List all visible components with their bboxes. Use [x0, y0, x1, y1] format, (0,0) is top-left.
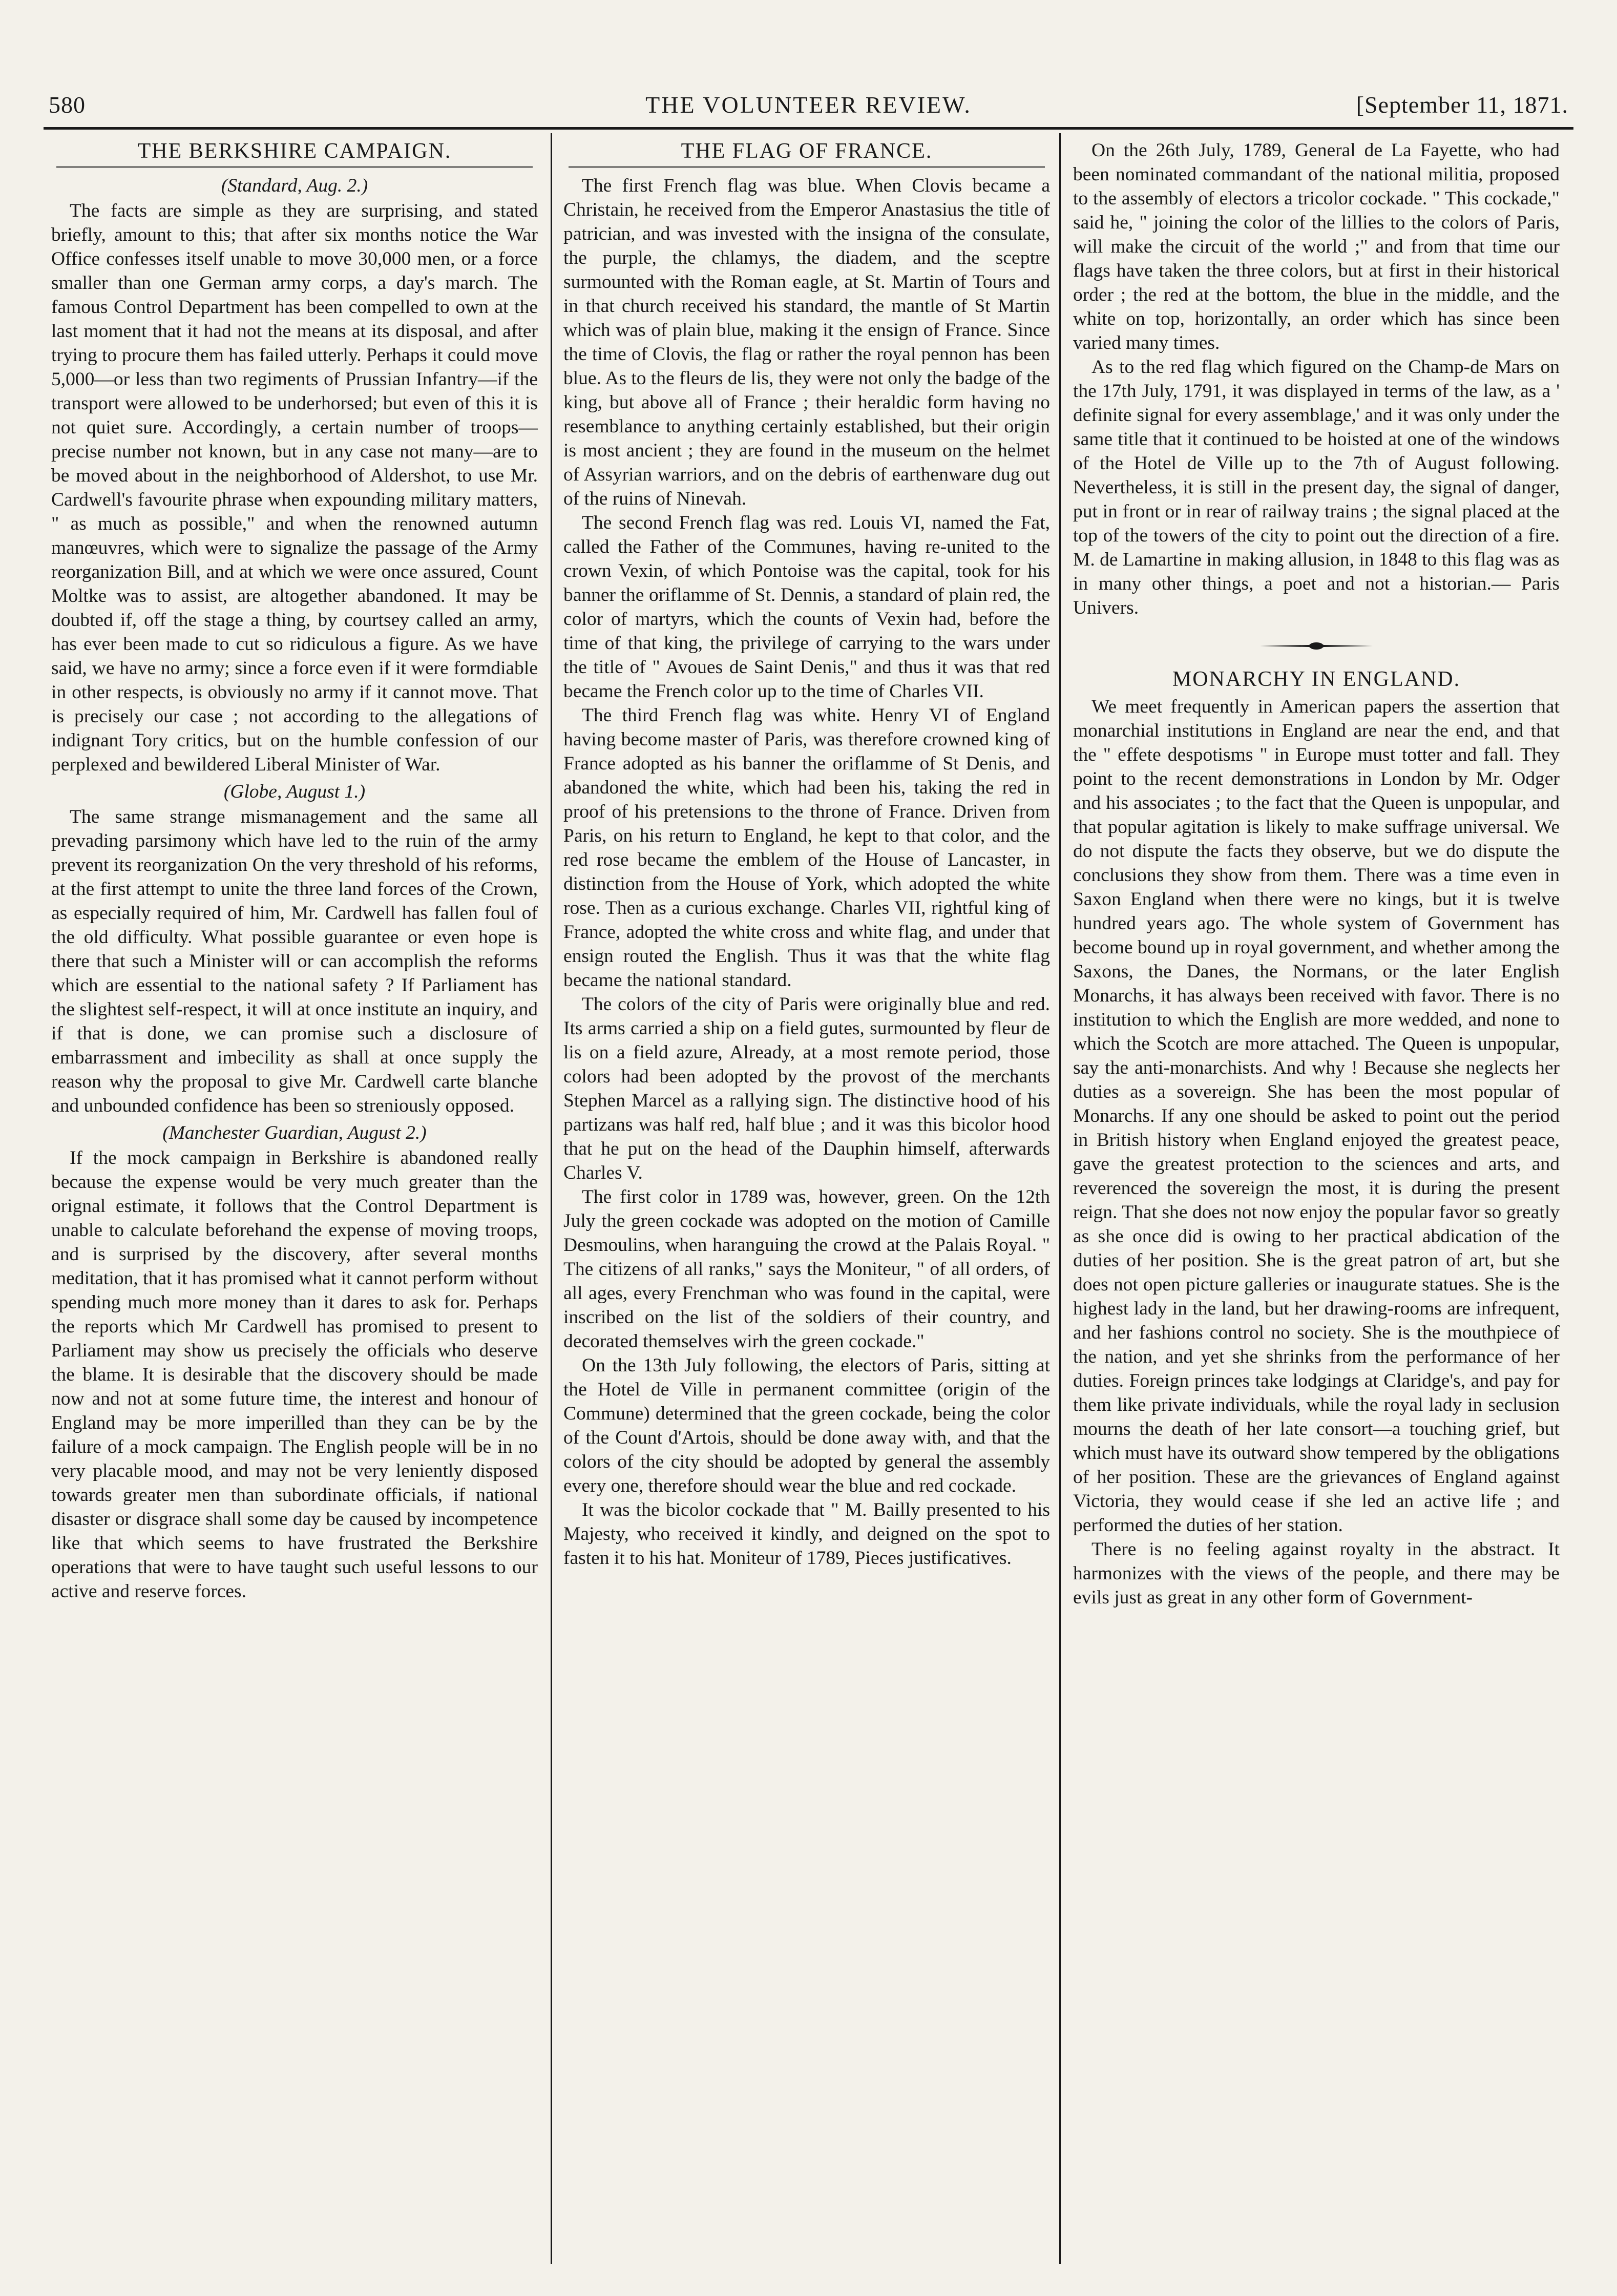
- article-title: MONARCHY IN ENGLAND.: [1172, 667, 1461, 691]
- article-paragraph: It was the bicolor cockade that " M. Bailly presented to his Majesty, who received it kindly, and deigned on the spot to fasten it to his hat. Moniteur of 1789, Pieces justificatives.: [563, 1499, 1050, 1569]
- article-paragraph: On the 13th July following, the electors of Paris, sitting at the Hotel de Ville in permanent committee (origin of the Commune) determined that the green cockade, being the color of the Count d'Artois, should be done away with, and that the colors of the city should be adopted by general the assembly every one, therefore should wear the blue and red cockade.: [563, 1355, 1050, 1496]
- source-citation: (Standard, Aug. 2.): [221, 175, 368, 196]
- source-citation: (Manchester Guardian, August 2.): [162, 1122, 427, 1143]
- title-rule: [569, 166, 1045, 168]
- article-paragraph: The colors of the city of Paris were originally blue and red. Its arms carried a ship on a field gutes, surmounted by fleur de lis on a field azure, Already, at a most remote period, those colors had been adopted by the provost of the merchants Stephen Marcel as a rallying sign. The distinctive hood of his partizans was half red, half blue ; and it was this bicolor hood that he put on the head of the Dauphin himself, afterwards Charles V.: [563, 994, 1050, 1183]
- divider-ornament: [1260, 641, 1373, 651]
- page-header: [49, 86, 1568, 122]
- article-paragraph: The first French flag was blue. When Clovis became a Christain, he received from the Emperor Anastasius the title of patrician, and was invested with the insigna of the consulate, the purple, the chlamys, the diadem, and the sceptre surmounted with the Roman eagle, at St. Martin of Tours and in that church received his standard, the mantle of St Martin which was of plain blue, making it the ensign of France. Since the time of Clovis, the flag or rather the royal pennon has been blue. As to the fleurs de lis, they were not only the badge of the king, but above all of France ; their heraldic form having no resemblance to anything certainly established, but their origin is most ancient ; they are found in the museum on the helmet of Assyrian warriors, and on the debris of earthenware dug out of the ruins of Ninevah.: [563, 175, 1050, 509]
- article-paragraph: The third French flag was white. Henry VI of England having become master of Paris, was therefore crowned king of France adopted as his banner the oriflamme of St Denis, and abandoned the white, which had been his, taking the red in proof of his pretensions to the throne of France. Driven from Paris, on his return to England, he kept to that color, and the red rose became the emblem of the House of Lancaster, in distinction from the House of York, which adopted the white rose. Then as a curious exchange. Charles VII, rightful king of France, adopted the white cross and white flag, and under that ensign routed the English. Thus it was that the white flag became the national standard.: [563, 705, 1050, 991]
- column-2: [563, 138, 1050, 2259]
- column-1: [51, 138, 538, 2259]
- masthead: THE VOLUNTEER REVIEW.: [645, 92, 972, 118]
- source-citation: (Globe, August 1.): [223, 781, 366, 802]
- ornamental-divider: [1073, 634, 1560, 658]
- article-paragraph: The facts are simple as they are surprising, and stated briefly, amount to this; that after six months notice the War Office confesses itself unable to move 30,000 men, or a force smaller than one German army corps, a day's march. The famous Control Department has been compelled to own at the last moment that it had not the means at its disposal, and after trying to procure them has failed utterly. Perhaps it could move 5,000—or less than two regiments of Prussian Infantry—if the transport were allowed to be underhorsed; but even of this it is not quiet sure. Accordingly, a certain number of troops—precise number not known, but in any case not many—are to be moved about in the neighborhood of Aldershot, to use Mr. Cardwell's favourite phrase when expounding military matters, " as much as possible," and when the renowned autumn manœuvres, which were to signalize the passage of the Army reorganization Bill, and at which we were once assured, Count Moltke was to assist, are altogether abandoned. It may be doubted if, off the stage a thing, by courtsey called an army, has ever been made to cut so ridiculous a figure. As we have said, we have no army; since a force even if it were formdiable in other respects, is obviously no army if it cannot move. That is precisely our case ; not according to the allegations of indignant Tory critics, but on the humble confession of our perplexed and bewildered Liberal Minister of War.: [51, 200, 538, 775]
- article-paragraph: The same strange mismanagement and the same all prevading parsimony which have led to the ruin of the army prevent its reorganization On the very threshold of his reforms, at the first attempt to unite the three land forces of the Crown, as especially required of him, Mr. Cardwell has fallen foul of the old difficulty. What possible guarantee or even hope is there that such a Minister will or can accomplish the reforms which are essential to the national safety ? If Parliament has the slightest self-respect, it will at once institute an inquiry, and if that is done, we can promise such a disclosure of embarrassment and imbecility as shall at once supply the reason why the proposal to give Mr. Cardwell carte blanche and unbounded confidence has been so streniously opposed.: [51, 806, 538, 1116]
- header-rule: [44, 127, 1573, 130]
- article-title: THE FLAG OF FRANCE.: [681, 139, 933, 163]
- issue-date: [September 11, 1871.: [1356, 92, 1568, 118]
- article-title: THE BERKSHIRE CAMPAIGN.: [137, 139, 452, 163]
- article-paragraph: As to the red flag which figured on the Champ-de Mars on the 17th July, 1791, it was displayed in terms of the law, as a ' definite signal for every assemblage,' and it was only under the same title that it continued to be hoisted at one of the windows of the Hotel de Ville up to the 7th of August following. Nevertheless, it is still in the present day, the signal of danger, put in front or in rear of railway trains ; the signal placed at the top of the towers of the city to point out the direction of a fire. M. de Lamartine in making allusion, in 1848 to this flag was as in many other things, a poet and not a historian.— Paris Univers.: [1073, 357, 1560, 618]
- article-paragraph: If the mock campaign in Berkshire is abandoned really because the expense would be very much greater than the orignal estimate, it follows that the Control Department is unable to calculate beforehand the expense of moving troops, and is surprised by the discovery, after several months meditation, that it has promised what it cannot perform without spending much more money than it dares to ask for. Perhaps the reports which Mr Cardwell has promised to present to Parliament may show us precisely the officials who deserve the blame. It is desirable that the discovery should be made now and not at some future time, the interest and honour of England may be more imperilled than they can be by the failure of a mock campaign. The English people will be in no very placable mood, and may not be very leniently disposed towards greater men than subordinate officials, if national disaster or disgrace shall some day be caused by incompetence like that which seems to have frustrated the Berkshire operations that were to have taught such useful lessons to our active and reserve forces.: [51, 1147, 538, 1602]
- column-3: [1073, 138, 1560, 2259]
- column-divider: [1059, 133, 1061, 2264]
- article-paragraph: We meet frequently in American papers the assertion that monarchial institutions in England are near the end, and that the " effete despotisms " in Europe must totter and fall. They point to the recent demonstrations in London by Mr. Odger and his associates ; to the fact that the Queen is unpopular, and that popular agitation is likely to make suffrage universal. We do not dispute the facts they observe, but we do dispute the conclusions they show from them. There was a time even in Saxon England when there were no kings, but it is twelve hundred years ago. The whole system of Government has become bound up in royal government, and whether among the Saxons, the Danes, the Normans, or the later English Monarchs, it has always been received with favor. There is no institution to which the English are more wedded, and none to which the Scotch are more attached. The Queen is unpopular, say the anti-monarchists. And why ! Because she neglects her duties as a sovereign. She has been the most popular of Monarchs. If any one should be asked to point out the period in British history when England enjoyed the greatest peace, gave the greatest protection to the sciences and arts, and reverenced the sovereign the most, it is during the present reign. That she does not now enjoy the popular favor so greatly as she once did is owing to her practical abdication of the duties of her position. She is the great patron of art, but she does not open picture galleries or inaugurate statues. She is the highest lady in the land, but her drawing-rooms are infrequent, and her fashions control no society. She is the mouthpiece of the nation, and yet she shrinks from the performance of her duties. Foreign princes take lodgings at Claridge's, and pay for them like private individuals, while the royal lady in seclusion mourns the death of her late consort—a touching grief, but which must have its outward show tempered by the obligations of her position. These are the grievances of England against Victoria, they would cease if she led an active life ; and performed the duties of her station.: [1073, 696, 1560, 1536]
- article-paragraph: On the 26th July, 1789, General de La Fayette, who had been nominated commandant of the national militia, proposed to the assembly of electors a tricolor cockade. " This cockade," said he, " joining the color of the lillies to the colors of Paris, will make the circuit of the world ;" and from that time our flags have taken the three colors, but at first in their historical order ; the red at the bottom, the blue in the middle, and the white on top, horizontally, an order which has since been varied many times.: [1073, 140, 1560, 353]
- article-paragraph: The second French flag was red. Louis VI, named the Fat, called the Father of the Communes, having re-united to the crown Vexin, of which Pontoise was the capital, took for his banner the oriflamme of St. Dennis, a standard of plain red, the color of martyrs, which the counts of Vexin had, before the time of that king, the privilege of carrying to the wars under the title of " Avoues de Saint Denis," and thus it was that red became the French color up to the time of Charles VII.: [563, 512, 1050, 702]
- title-rule: [56, 166, 533, 168]
- column-divider: [551, 133, 552, 2264]
- article-paragraph: The first color in 1789 was, however, green. On the 12th July the green cockade was adopted on the motion of Camille Desmoulins, when haranguing the crowd at the Palais Royal. " The citizens of all ranks," says the Moniteur, " of all orders, of all ages, every Frenchman who was found in the capital, were inscribed on the list of the soldiers of their country, and decorated themselves wirh the green cockade.": [563, 1186, 1050, 1352]
- page-number: 580: [49, 92, 86, 118]
- article-paragraph: There is no feeling against royalty in the abstract. It harmonizes with the views of the people, and there may be evils just as great in any other form of Government-: [1073, 1539, 1560, 1608]
